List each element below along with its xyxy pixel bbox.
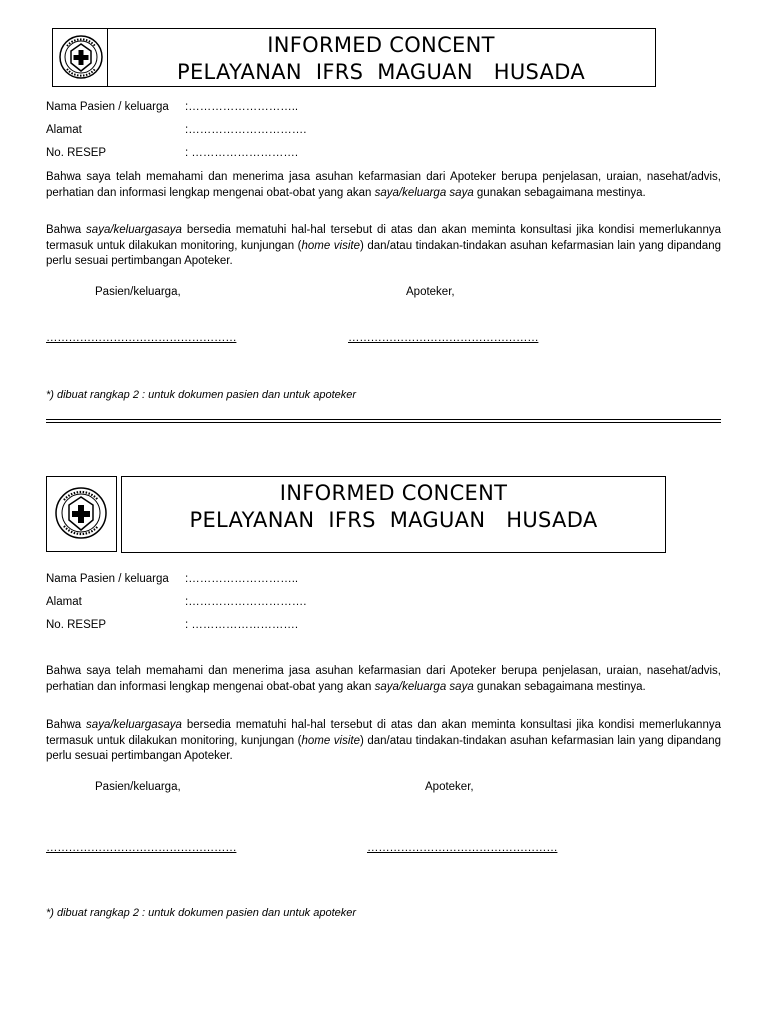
title-line-2: PELAYANAN IFRS MAGUAN HUSADA bbox=[189, 508, 598, 532]
hospital-logo bbox=[58, 33, 104, 81]
statement-paragraph-2: Bahwa saya/keluargasaya bersedia mematuhi hal-hal tersebut di atas dan akan meminta konsultasi jika kondisi memerlukannya termasuk untuk dilakukan monitoring, kunjungan (home visite) dan/atau tindakan-tindakan asuhan kefarmasian lain yang dipandang perlu sesuai pertimbangan Apoteker. bbox=[46, 719, 721, 762]
field-resep-value[interactable]: : ………………………. bbox=[185, 619, 299, 631]
signature-line-pharmacist[interactable]: …………………………………………… bbox=[367, 842, 558, 854]
field-nama-label: Nama Pasien / keluarga bbox=[46, 573, 169, 585]
footnote: *) dibuat rangkap 2 : untuk dokumen pasien dan untuk apoteker bbox=[46, 907, 357, 919]
title-line-2: PELAYANAN IFRS MAGUAN HUSADA bbox=[177, 60, 585, 84]
field-alamat-value[interactable]: :…………………………. bbox=[185, 596, 307, 608]
field-alamat-value[interactable]: :…………………………. bbox=[185, 124, 307, 136]
field-alamat-label: Alamat bbox=[46, 124, 82, 136]
field-resep-label: No. RESEP bbox=[46, 147, 107, 159]
signer-patient-label: Pasien/keluarga, bbox=[95, 286, 181, 298]
signature-line-patient[interactable]: …………………………………………… bbox=[46, 842, 237, 854]
separator-line-2 bbox=[46, 422, 721, 423]
title-line-1: INFORMED CONCENT bbox=[279, 481, 508, 505]
field-nama-value[interactable]: :……………………….. bbox=[185, 573, 299, 585]
signer-patient-label: Pasien/keluarga, bbox=[95, 781, 181, 793]
field-nama-label: Nama Pasien / keluarga bbox=[46, 101, 169, 113]
signer-pharmacist-label: Apoteker, bbox=[425, 781, 474, 793]
separator-line-1 bbox=[46, 419, 721, 420]
form-title bbox=[108, 32, 654, 86]
statement-paragraph-1: Bahwa saya telah memahami dan menerima jasa asuhan kefarmasian dari Apoteker berupa penjelasan, uraian, nasehat/advis, perhatian dan informasi lengkap mengenai obat-obat yang akan saya/keluarga saya gunakan sebagaimana mestinya. bbox=[46, 665, 721, 693]
field-resep-value[interactable]: : ………………………. bbox=[185, 147, 299, 159]
hospital-logo bbox=[54, 479, 108, 547]
signature-line-patient[interactable]: …………………………………………… bbox=[46, 332, 237, 344]
form-title bbox=[122, 480, 665, 534]
signature-line-pharmacist[interactable]: …………………………………………… bbox=[348, 332, 539, 344]
statement-paragraph-1: Bahwa saya telah memahami dan menerima jasa asuhan kefarmasian dari Apoteker berupa penjelasan, uraian, nasehat/advis, perhatian dan informasi lengkap mengenai obat-obat yang akan saya/keluarga saya gunakan sebagaimana mestinya. bbox=[46, 171, 721, 199]
footnote: *) dibuat rangkap 2 : untuk dokumen pasien dan untuk apoteker bbox=[46, 389, 357, 401]
title-line-1: INFORMED CONCENT bbox=[267, 33, 495, 57]
field-nama-value[interactable]: :……………………….. bbox=[185, 101, 299, 113]
signer-pharmacist-label: Apoteker, bbox=[406, 286, 455, 298]
field-alamat-label: Alamat bbox=[46, 596, 82, 608]
statement-paragraph-2: Bahwa saya/keluargasaya bersedia mematuhi hal-hal tersebut di atas dan akan meminta konsultasi jika kondisi memerlukannya termasuk untuk dilakukan monitoring, kunjungan (home visite) dan/atau tindakan-tindakan asuhan kefarmasian lain yang dipandang perlu sesuai pertimbangan Apoteker. bbox=[46, 224, 721, 267]
field-resep-label: No. RESEP bbox=[46, 619, 107, 631]
